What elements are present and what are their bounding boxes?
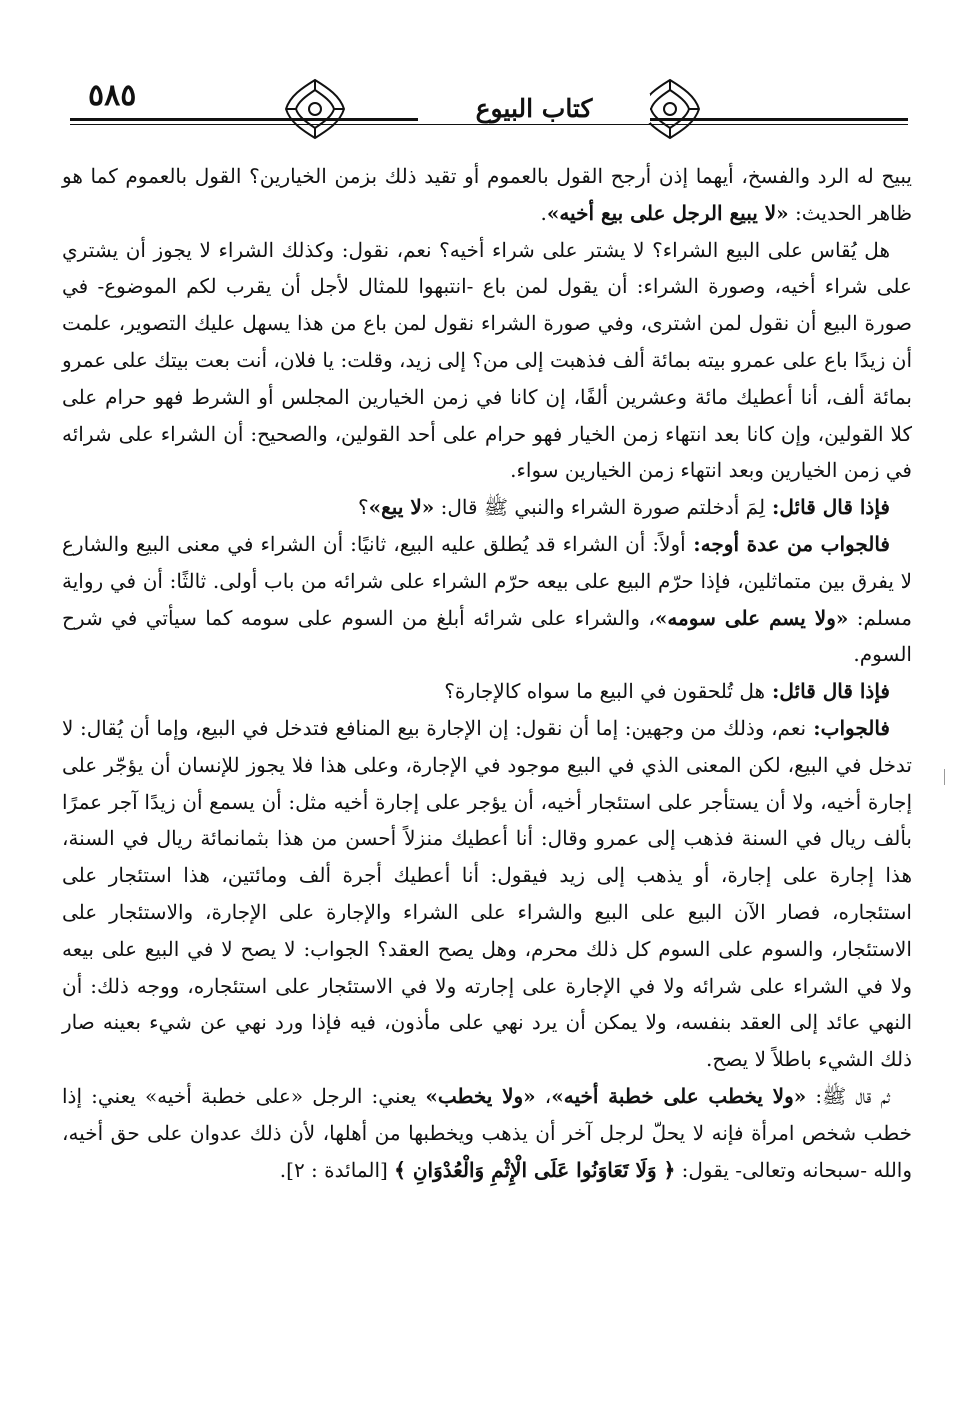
paragraph <box>62 673 912 710</box>
page-header <box>70 74 908 150</box>
paragraph <box>62 526 912 673</box>
text-run: أولاً: أن الشراء قد يُطلق عليه البيع، ثانيًا: أن الشراء في معنى البيع والشارع لا يفرق بين متماثلين، فإذا حرّم البيع على بيعه حرّم الشراء على شرائه من باب أولى. ثالثًا: أن في رواية مسلم: <box>62 531 913 630</box>
bold-run: «لا يبيع الرجل على بيع أخيه» <box>546 200 789 225</box>
main-text <box>62 158 912 1188</box>
text-run: يبيح له الرد والفسخ، أيهما إذن أرجح القول بالعموم أو تقيد ذلك بزمن الخيارين؟ القول بالعموم كما هو ظاهر الحديث: <box>62 164 912 225</box>
bold-run: «ولا يسم على سومه» <box>654 605 849 630</box>
bold-run: فالجواب من عدة أوجه: <box>685 531 890 556</box>
paragraph <box>62 1078 912 1188</box>
paragraph <box>62 158 912 232</box>
text-run: ؟ <box>358 495 369 520</box>
paragraph <box>62 232 912 490</box>
text-run: [المائدة : ٢]. <box>279 1157 395 1182</box>
bold-run: «لا يبع» <box>368 495 435 520</box>
text-run: يعني: الرجل «على خطبة أخيه» يعني: إذا خطب شخص امرأة فإنه لا يحلّ لرجل آخر أن يذهب ويخطبها من أهلها، لأن ذلك عدوان على حق أخيه، والله -سبحانه وتعالى- يقول: <box>62 1083 912 1182</box>
header-rule-thin <box>70 124 908 125</box>
bold-run: فالجواب: <box>806 715 890 740</box>
bold-run: «ولا يخطب على خطبة أخيه» <box>551 1083 807 1108</box>
text-run: لِمَ أدخلتم صورة الشراء والنبي ﷺ قال: <box>434 495 766 520</box>
bold-run: ﴿ وَلَا تَعَاوَنُوا عَلَى الْإِثْمِ وَالْعُدْوَانِ ﴾ <box>394 1157 676 1182</box>
margin-mark <box>944 769 945 785</box>
text-run: هل تُلحقون في البيع ما سواه كالإجارة؟ <box>444 679 766 704</box>
text-run: . <box>540 200 547 225</box>
text-run: هل يُقاس على البيع الشراء؟ لا يشتر على شراء أخيه؟ نعم، نقول: وكذلك الشراء لا يجوز أن يشتري على شراء أخيه، وصورة الشراء: أن يقول لمن باع -انتبهوا للمثال لأجل أن يقرب لكم الموضوع- في صورة البيع أن نقول لمن اشترى، وفي صورة الشراء نقول لمن باع من هذا يسهل عليك التصوير، علمت أن زيدًا باع على عمرو بيته بمائة ألف فذهبت إلى من؟ إلى زيد، وقلت: يا فلان، أنت بعت بيتك على عمرو بمائة ألف، أنا أعطيك مائة وعشرين ألفًا، إن كانا في زمن الخيارين المجلس أو الشرط فهو حرام على كلا القولين، وإن كانا بعد انتهاء زمن الخيار فهو حرام على أحد القولين، والصحيح: أن الشراء على شرائه في زمن الخيارين وبعد انتهاء زمن الخيارين سواء. <box>62 237 912 483</box>
bold-run: فإذا قال قائل: <box>765 495 890 520</box>
text-run: ، <box>535 1083 552 1108</box>
paragraph <box>62 710 912 1078</box>
paragraph <box>62 489 912 526</box>
bold-run: «ولا يخطب» <box>425 1083 536 1108</box>
bold-run: فإذا قال قائل: <box>765 679 890 704</box>
text-run: نعم، وذلك من وجهين: إما أن نقول: إن الإجارة بيع المنافع فتدخل في البيع، وإما أن يُقال: لا تدخل في البيع، لكن المعنى الذي في البيع موجود في الإجارة، وعلى هذا فلا يجوز للإنسان أن يؤجّر على إجارة أخيه، ولا أن يستأجر على استئجار أخيه، أن يؤجر على إجارة أخيه مثل: أن يسمع أن زيدًا آجر عمرًا بألف ريال في السنة فذهب إلى عمرو وقال: أنا أعطيك منزلاً أحسن من هذا بثمانمائة ريال في السنة، هذا إجارة على إجارة، أو يذهب إلى زيد فيقول: أنا أعطيك أجرة ألف ومائتين، هذا استئجار على استئجاره، فصار الآن البيع على البيع والشراء على الشراء والإجارة على الإجارة، والاستئجار على الاستئجار، والسوم على السوم كل ذلك محرم، وهل يصح العقد؟ الجواب: لا يصح لا في البيع على بيعه ولا في الشراء على شرائه ولا في الإجارة على إجارته ولا في الاستئجار على استئجاره، ووجه ذلك: أن النهي عائد إلى العقد بنفسه، ولا يمكن أن يرد نهي على مأذون، فيه فإذا ورد نهي عن شيء بعينه صار ذلك الشيء باطلاً لا يصح. <box>62 715 912 1072</box>
text-run: ، والشراء على شرائه أبلغ من السوم على سومه كما سيأتي في شرح السوم. <box>62 605 912 667</box>
page-number: ٥٨٥ <box>88 78 137 113</box>
running-title: كتاب البيوع <box>418 94 650 123</box>
text-run: ثم قال ﷺ: <box>806 1083 891 1108</box>
ornament-left-icon <box>280 74 350 144</box>
